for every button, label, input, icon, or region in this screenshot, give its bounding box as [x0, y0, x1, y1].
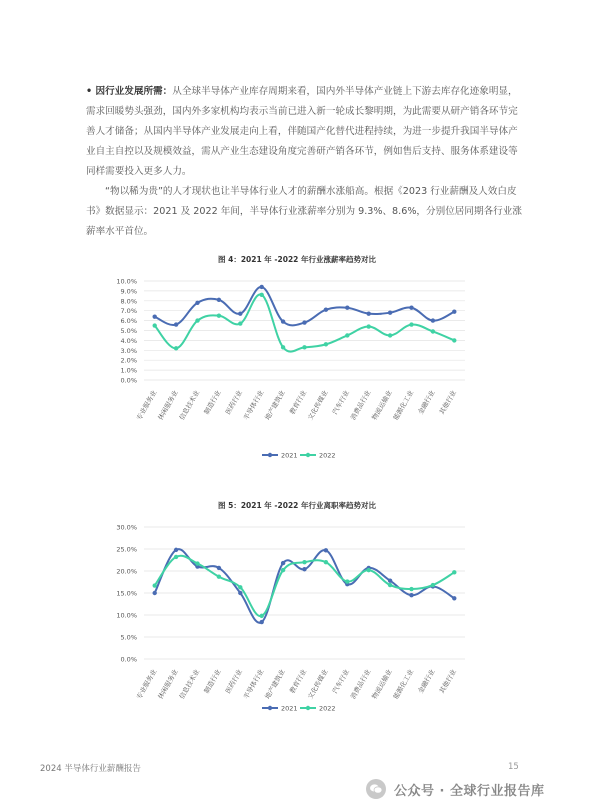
data-point-2021 — [174, 548, 178, 552]
data-point-2022 — [345, 579, 349, 583]
watermark-text: 公众号 · 全球行业报告库 — [394, 783, 545, 799]
data-point-2021 — [260, 620, 264, 624]
x-tick-label: 物流运输业 — [370, 668, 394, 701]
x-tick-label: 教育行业 — [288, 389, 309, 416]
data-point-2021 — [431, 318, 435, 322]
industry-development-paragraph — [86, 82, 526, 182]
x-tick-label: 专业服务业 — [135, 668, 159, 701]
legend-marker-2022 — [306, 453, 310, 457]
data-point-2022 — [452, 338, 456, 342]
y-tick-label: 0.0% — [120, 655, 137, 664]
chart-4 — [116, 254, 465, 460]
bullet-heading: • 因行业发展所需： — [86, 86, 173, 97]
data-point-2022 — [324, 342, 328, 346]
series-line-2022 — [155, 294, 455, 351]
y-tick-label: 15.0% — [116, 589, 137, 598]
y-tick-label: 5.0% — [120, 327, 137, 335]
data-point-2021 — [195, 564, 199, 568]
x-tick-label: 教育行业 — [288, 668, 309, 695]
data-point-2021 — [324, 308, 328, 312]
x-tick-label: 文化传媒业 — [306, 389, 330, 422]
x-tick-label: 汽车行业 — [330, 389, 352, 416]
chart-title: 图 5：2021 年 -2022 年行业离职率趋势对比 — [217, 501, 377, 510]
paragraph-body: 从全球半导体产业库存周期来看，国内外半导体产业链上下游去库存化迹象明显，需求回暖势头强劲，国内外多家机构均表示当前已进入新一轮成长黎明期，为此需要从研产销各环节完善人才储备；从国内半导体产业发展走向上看，伴随国产化替代进程持续，为进一步提升我国半导体产业自主自控以及规模效益，需从产业生态建设角度完善研产销各环节，例如售后支持、服务体系建设等同样需要投入更多人力。 — [86, 86, 518, 177]
data-point-2022 — [345, 333, 349, 337]
x-tick-label: 信息技术业 — [177, 668, 202, 701]
data-point-2021 — [367, 566, 371, 570]
y-tick-label: 4.0% — [120, 336, 137, 345]
data-point-2021 — [281, 319, 285, 323]
data-point-2021 — [217, 298, 221, 302]
x-tick-label: 其他行业 — [437, 668, 459, 695]
x-tick-label: 休闲服务业 — [156, 389, 180, 422]
x-tick-label: 能源化工业 — [391, 389, 416, 422]
y-tick-label: 7.0% — [120, 307, 137, 316]
watermark — [366, 776, 591, 802]
y-tick-label: 10.0% — [116, 277, 137, 286]
data-point-2021 — [345, 582, 349, 586]
data-point-2021 — [153, 591, 157, 595]
x-tick-label: 消费品行业 — [349, 389, 373, 422]
series-line-2021 — [155, 287, 455, 325]
data-point-2021 — [388, 310, 392, 314]
data-point-2021 — [409, 593, 413, 597]
x-tick-label: 汽车行业 — [330, 668, 352, 695]
data-point-2021 — [324, 548, 328, 552]
data-point-2022 — [409, 322, 413, 326]
data-point-2022 — [260, 614, 264, 618]
data-point-2021 — [345, 306, 349, 310]
data-point-2022 — [217, 575, 221, 579]
data-point-2021 — [409, 306, 413, 310]
x-tick-label: 医药行业 — [223, 668, 245, 695]
x-tick-label: 文化传媒业 — [306, 668, 330, 701]
data-point-2022 — [388, 583, 392, 587]
y-tick-label: 1.0% — [120, 366, 137, 375]
legend-marker-2022 — [306, 706, 310, 710]
data-point-2021 — [195, 301, 199, 305]
data-point-2021 — [302, 320, 306, 324]
y-tick-label: 8.0% — [120, 297, 137, 306]
chart-5 — [116, 500, 465, 713]
data-point-2022 — [281, 568, 285, 572]
data-point-2021 — [238, 591, 242, 595]
data-point-2021 — [238, 311, 242, 315]
legend-marker-2021 — [268, 706, 272, 710]
x-tick-label: 专业服务业 — [135, 389, 159, 422]
x-tick-label: 物流运输业 — [370, 389, 394, 422]
y-tick-label: 5.0% — [120, 633, 137, 642]
y-tick-label: 2.0% — [120, 356, 137, 365]
data-point-2022 — [153, 583, 157, 587]
data-point-2021 — [431, 584, 435, 588]
x-tick-label: 金融行业 — [416, 668, 437, 695]
footer-report-title: 2024 半导体行业薪酬报告 — [40, 764, 141, 774]
data-point-2022 — [260, 293, 264, 297]
data-point-2022 — [388, 333, 392, 337]
x-tick-label: 医药行业 — [223, 389, 245, 416]
data-point-2021 — [217, 566, 221, 570]
x-tick-label: 能源化工业 — [391, 668, 416, 701]
legend-marker-2021 — [268, 453, 272, 457]
x-tick-label: 制造行业 — [202, 389, 223, 416]
data-point-2022 — [431, 583, 435, 587]
data-point-2022 — [302, 345, 306, 349]
data-point-2021 — [153, 314, 157, 318]
data-point-2021 — [174, 322, 178, 326]
data-point-2022 — [431, 329, 435, 333]
y-tick-label: 0.0% — [120, 376, 137, 385]
data-point-2021 — [452, 309, 456, 313]
page-number: 15 — [508, 762, 519, 772]
data-point-2022 — [153, 323, 157, 327]
data-point-2022 — [195, 561, 199, 565]
data-point-2022 — [238, 585, 242, 589]
data-point-2022 — [238, 321, 242, 325]
y-tick-label: 30.0% — [116, 523, 137, 532]
x-tick-label: 制造行业 — [202, 668, 223, 695]
data-point-2022 — [174, 346, 178, 350]
x-tick-label: 其他行业 — [437, 389, 459, 416]
legend-label-2021: 2021 — [281, 704, 298, 713]
y-tick-label: 3.0% — [120, 346, 137, 355]
data-point-2021 — [260, 285, 264, 289]
data-point-2021 — [302, 567, 306, 571]
x-tick-label: 地产建筑业 — [263, 668, 287, 701]
x-tick-label: 半导体行业 — [242, 389, 266, 422]
y-tick-label: 10.0% — [116, 611, 137, 620]
data-point-2022 — [195, 318, 199, 322]
x-tick-label: 金融行业 — [416, 389, 437, 416]
data-point-2022 — [281, 345, 285, 349]
y-tick-label: 25.0% — [116, 545, 137, 554]
salary-paragraph: “物以稀为贵”的人才现状也让半导体行业人才的薪酬水涨船高。根据《2023 行业薪酬及人效白皮书》数据显示：2021 及 2022 年间，半导体行业涨薪率分别为 9.3%、8.6%，分别位居同期各行业涨薪率水平首位。 — [86, 186, 522, 237]
x-tick-label: 休闲服务业 — [156, 668, 180, 701]
wechat-icon — [366, 779, 386, 799]
x-tick-label: 信息技术业 — [177, 389, 202, 422]
series-line-2022 — [155, 556, 455, 616]
x-tick-label: 地产建筑业 — [263, 389, 287, 422]
data-point-2022 — [324, 560, 328, 564]
data-point-2021 — [452, 596, 456, 600]
data-point-2022 — [174, 555, 178, 559]
data-point-2022 — [367, 324, 371, 328]
data-point-2021 — [281, 561, 285, 565]
data-point-2021 — [367, 311, 371, 315]
data-point-2022 — [452, 570, 456, 574]
data-point-2021 — [388, 578, 392, 582]
y-tick-label: 20.0% — [116, 567, 137, 576]
x-tick-label: 消费品行业 — [349, 668, 373, 701]
y-tick-label: 6.0% — [120, 317, 137, 326]
legend-label-2021: 2021 — [281, 451, 298, 460]
series-line-2021 — [155, 549, 455, 623]
data-point-2022 — [367, 568, 371, 572]
chart-title: 图 4：2021 年 -2022 年行业涨薪率趋势对比 — [217, 255, 377, 264]
y-tick-label: 9.0% — [120, 287, 137, 296]
legend-label-2022: 2022 — [319, 704, 336, 713]
legend-label-2022: 2022 — [319, 451, 336, 460]
data-point-2022 — [302, 560, 306, 564]
x-tick-label: 半导体行业 — [242, 668, 266, 701]
data-point-2022 — [409, 587, 413, 591]
data-point-2022 — [217, 313, 221, 317]
